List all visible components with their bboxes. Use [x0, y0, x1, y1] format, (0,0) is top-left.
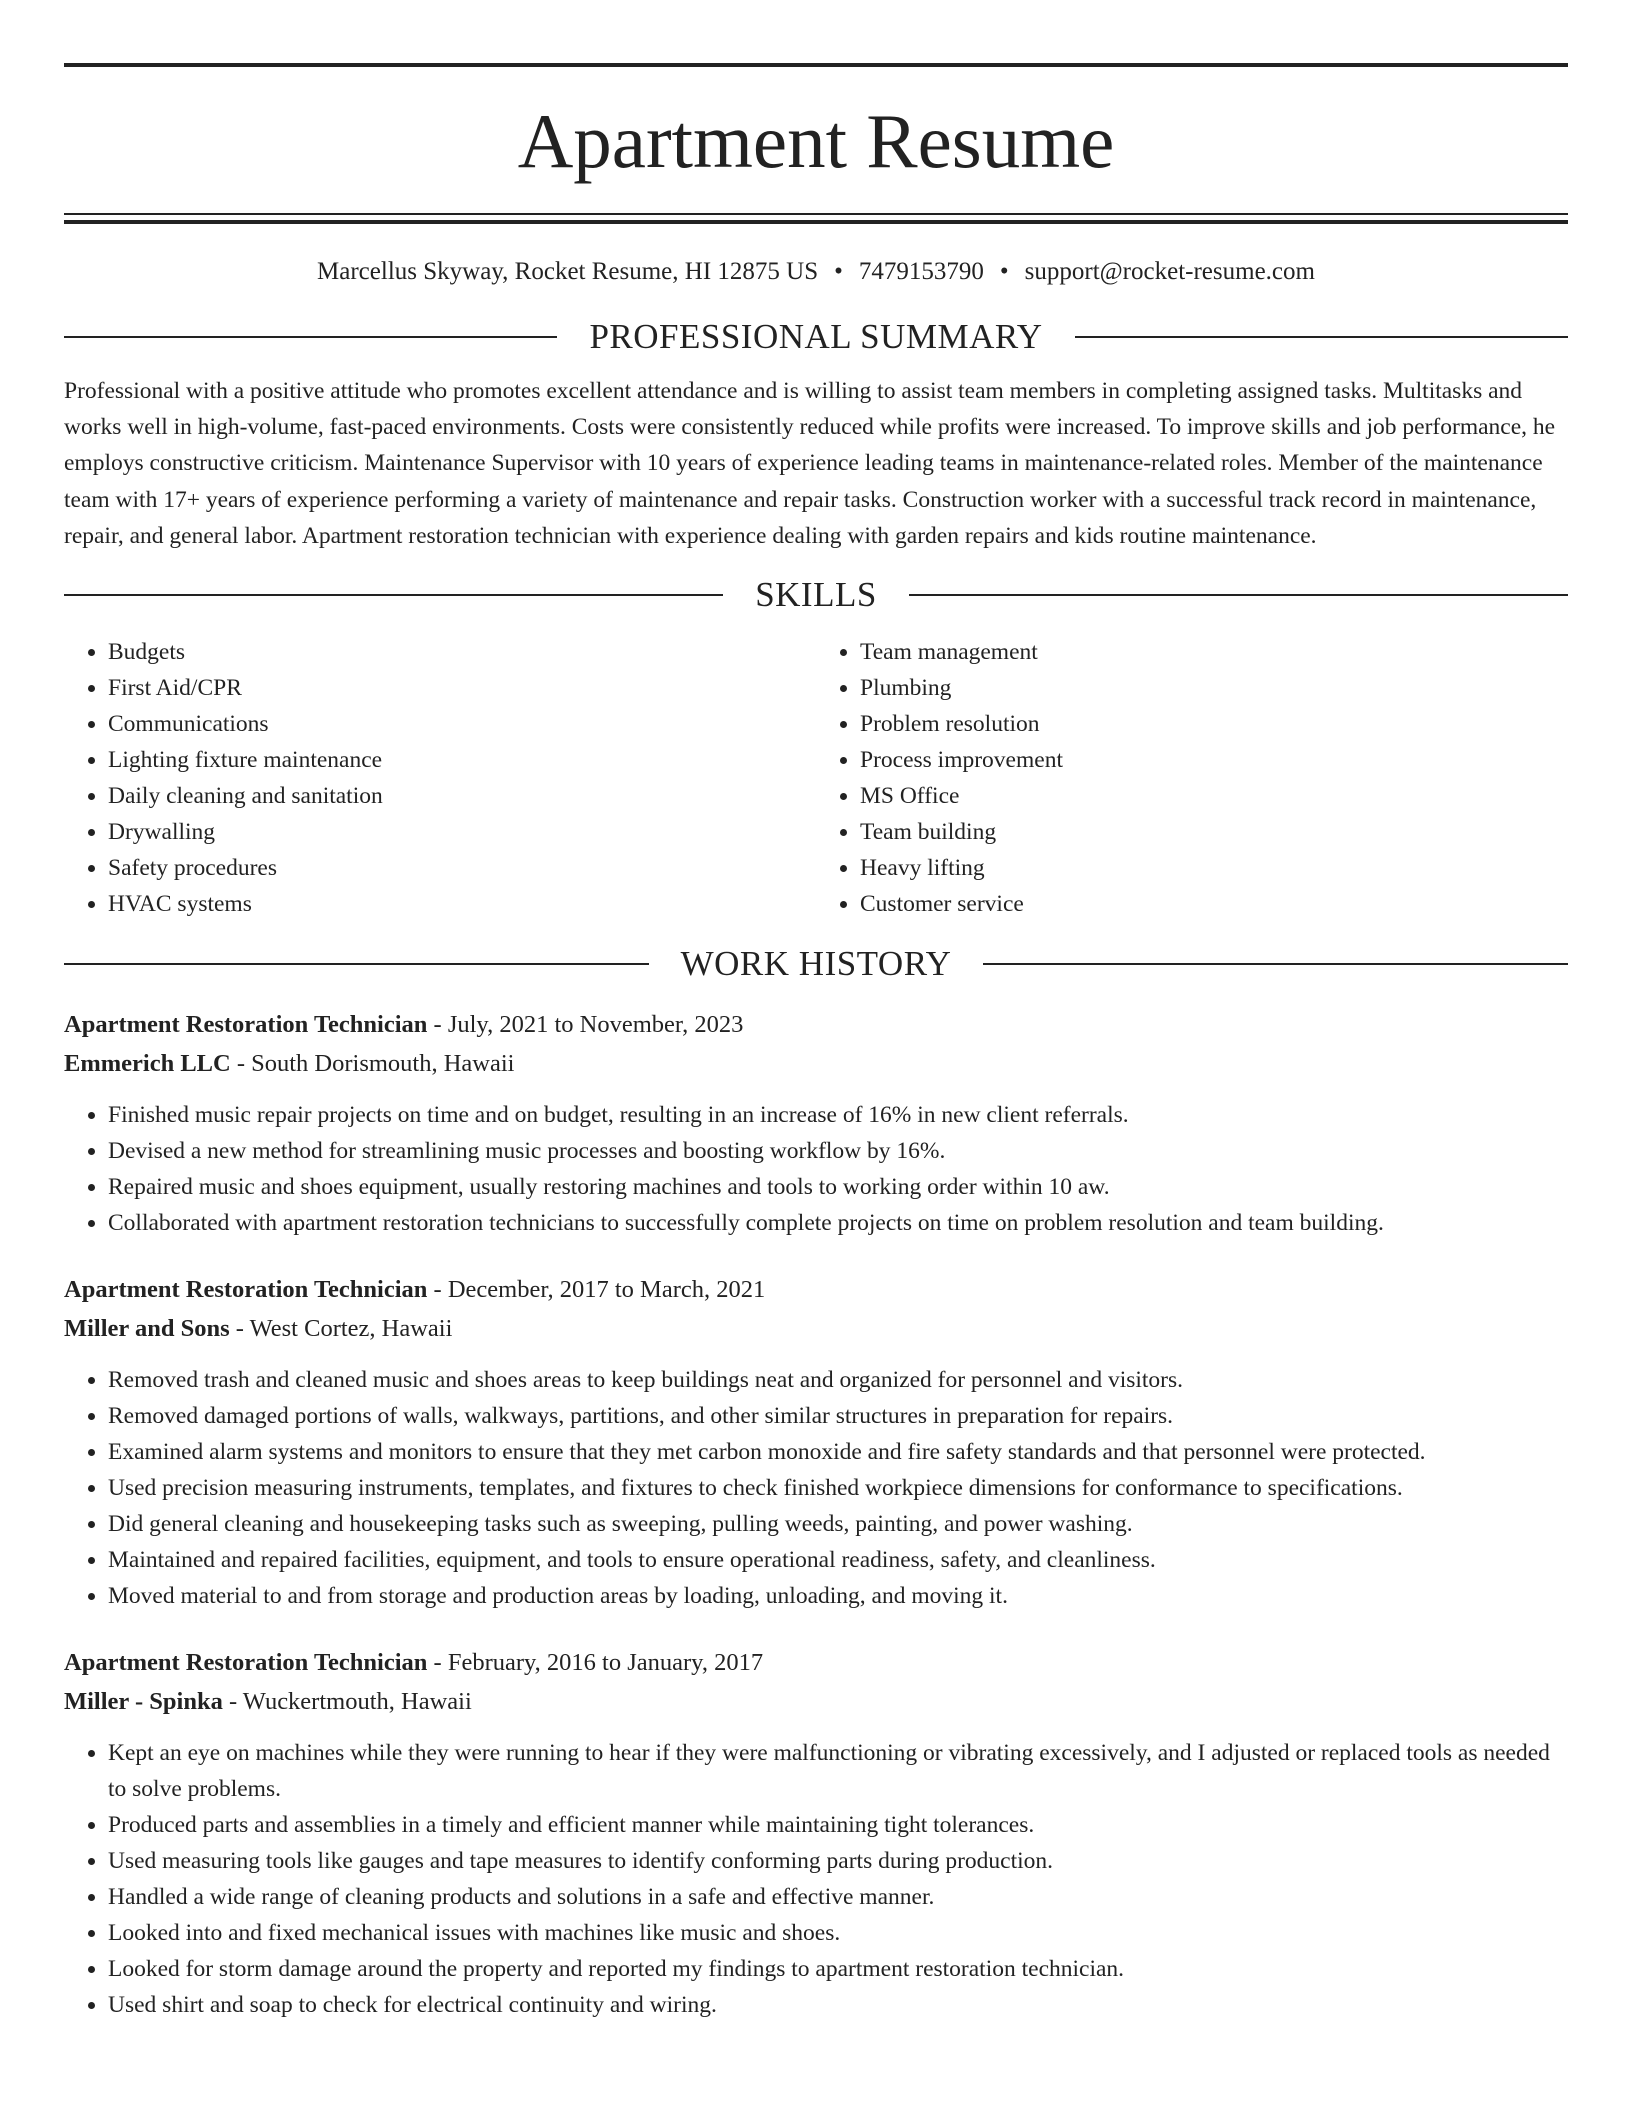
job-company: Miller - Spinka: [64, 1687, 223, 1715]
contact-email: support@rocket-resume.com: [1024, 258, 1315, 285]
skills-column-right: [816, 634, 1568, 922]
skill-item: • Lighting fixture maintenance: [108, 742, 816, 778]
job-title: Apartment Restoration Technician: [64, 1011, 428, 1039]
job-title-line: [64, 1006, 1568, 1045]
top-divider: [64, 63, 1568, 67]
heading-rule: [64, 594, 723, 596]
job-bullet: • Kept an eye on machines while they were running to hear if they were malfunctioning or vibrating excessively, and I adjusted or replaced tools as needed to solve problems.: [108, 1735, 1568, 1807]
skill-item: • HVAC systems: [108, 886, 816, 922]
skill-item: • Drywalling: [108, 814, 816, 850]
job-title: Apartment Restoration Technician: [64, 1649, 428, 1677]
job-location: - Wuckertmouth, Hawaii: [222, 1687, 472, 1715]
skills-heading-label: SKILLS: [755, 575, 877, 615]
job-bullet: • Handled a wide range of cleaning products and solutions in a safe and effective manner.: [108, 1879, 1568, 1915]
contact-separator: •: [834, 258, 843, 285]
job-bullet: • Removed trash and cleaned music and shoes areas to keep buildings neat and organized for personnel and visitors.: [108, 1362, 1568, 1398]
job-bullet: • Looked into and fixed mechanical issues with machines like music and shoes.: [108, 1915, 1568, 1951]
contact-phone: 7479153790: [858, 258, 984, 285]
job-location: - West Cortez, Hawaii: [229, 1314, 453, 1342]
skill-item: • Team management: [860, 634, 1568, 670]
job-company: Miller and Sons: [64, 1314, 230, 1342]
skills-heading: [64, 573, 1568, 617]
heading-rule: [909, 594, 1568, 596]
job-title-line: [64, 1271, 1568, 1310]
job-bullet: • Repaired music and shoes equipment, usually restoring machines and tools to working order within 10 aw.: [108, 1169, 1568, 1205]
skill-item: • Heavy lifting: [860, 850, 1568, 886]
skill-item: • Customer service: [860, 886, 1568, 922]
work-history-heading: [64, 942, 1568, 986]
skill-item: • Process improvement: [860, 742, 1568, 778]
job-bullets: [64, 1362, 1568, 1614]
contact-line: [64, 257, 1568, 287]
job-dates: - December, 2017 to March, 2021: [427, 1276, 766, 1304]
summary-text: Professional with a positive attitude who promotes excellent attendance and is willing to assist team members in completing assigned tasks. Multitasks and works well in high-volume, fast-paced environments. Costs were consistently reduced while profits were increased. To improve skills and job performance, he employs constructive criticism. Maintenance Supervisor with 10 years of experience leading teams in maintenance-related roles. Member of the maintenance team with 17+ years of experience performing a variety of maintenance and repair tasks. Construction worker with a successful track record in maintenance, repair, and general labor. Apartment restoration technician with experience dealing with garden repairs and kids routine maintenance.: [64, 378, 1556, 549]
job-bullet: • Moved material to and from storage and production areas by loading, unloading, and moving it.: [108, 1578, 1568, 1614]
skill-item: • Daily cleaning and sanitation: [108, 778, 816, 814]
summary-heading: [64, 315, 1568, 359]
job-bullet: • Looked for storm damage around the property and reported my findings to apartment restoration technician.: [108, 1951, 1568, 1987]
skill-item: • Plumbing: [860, 670, 1568, 706]
skill-item: • Safety procedures: [108, 850, 816, 886]
contact-address: Marcellus Skyway, Rocket Resume, HI 12875 US: [317, 258, 819, 285]
job-bullet: • Produced parts and assemblies in a timely and efficient manner while maintaining tight tolerances.: [108, 1807, 1568, 1843]
contact-separator: •: [999, 258, 1009, 285]
job-bullet: • Finished music repair projects on time and on budget, resulting in an increase of 16% in new client referrals.: [108, 1097, 1568, 1133]
skills-column-left: [64, 634, 816, 922]
skill-item: • Team building: [860, 814, 1568, 850]
resume-page: [64, 0, 1568, 2023]
skill-item: • First Aid/CPR: [108, 670, 816, 706]
skill-item: • Problem resolution: [860, 706, 1568, 742]
job-bullet: • Removed damaged portions of walls, walkways, partitions, and other similar structures in preparation for repairs.: [108, 1398, 1568, 1434]
job-entry: [64, 1644, 1568, 2023]
job-dates: - July, 2021 to November, 2023: [427, 1011, 744, 1039]
job-bullet: • Used shirt and soap to check for electrical continuity and wiring.: [108, 1987, 1568, 2023]
resume-title: Apartment Resume: [517, 98, 1115, 184]
skills-list: [64, 634, 1568, 922]
job-title: Apartment Restoration Technician: [64, 1276, 428, 1304]
job-location: - South Dorismouth, Hawaii: [230, 1049, 515, 1077]
job-bullet: • Used precision measuring instruments, templates, and fixtures to check finished workpiece dimensions for conformance to specifications.: [108, 1470, 1568, 1506]
title-double-divider: [64, 213, 1568, 224]
job-company-line: [64, 1310, 1568, 1349]
summary-heading-label: PROFESSIONAL SUMMARY: [589, 317, 1043, 356]
job-bullet: • Devised a new method for streamlining music processes and boosting workflow by 16%.: [108, 1133, 1568, 1169]
skill-item: • MS Office: [860, 778, 1568, 814]
job-bullet: • Did general cleaning and housekeeping tasks such as sweeping, pulling weeds, painting, and power washing.: [108, 1506, 1568, 1542]
job-dates: - February, 2016 to January, 2017: [427, 1649, 764, 1677]
job-entry: [64, 1006, 1568, 1241]
job-bullet: • Maintained and repaired facilities, equipment, and tools to ensure operational readiness, safety, and cleanliness.: [108, 1542, 1568, 1578]
skill-item: • Communications: [108, 706, 816, 742]
heading-rule: [64, 963, 649, 965]
heading-rule: [983, 963, 1568, 965]
job-bullets: [64, 1735, 1568, 2023]
work-history-heading-label: WORK HISTORY: [680, 944, 952, 984]
skill-item: • Budgets: [108, 634, 816, 670]
job-company: Emmerich LLC: [64, 1049, 231, 1077]
job-entry: [64, 1271, 1568, 1614]
job-bullet: • Examined alarm systems and monitors to ensure that they met carbon monoxide and fire safety standards and that personnel were protected.: [108, 1434, 1568, 1470]
job-bullet: • Collaborated with apartment restoration technicians to successfully complete projects on time on problem resolution and team building.: [108, 1205, 1568, 1241]
job-bullets: [64, 1097, 1568, 1241]
heading-rule: [64, 336, 557, 338]
job-bullet: • Used measuring tools like gauges and tape measures to identify conforming parts during production.: [108, 1843, 1568, 1879]
heading-rule: [1075, 336, 1568, 338]
job-company-line: [64, 1683, 1568, 1722]
job-company-line: [64, 1045, 1568, 1084]
job-title-line: [64, 1644, 1568, 1683]
